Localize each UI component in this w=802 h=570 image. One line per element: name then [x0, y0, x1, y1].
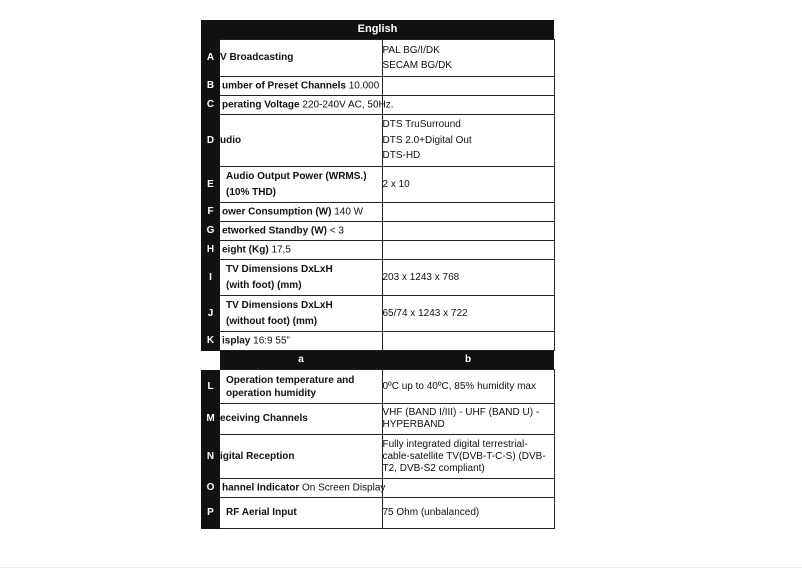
- row-value: [382, 222, 554, 241]
- row-letter: K: [201, 332, 220, 351]
- row-letter: E: [201, 167, 220, 203]
- table-row: [201, 296, 554, 332]
- row-label: V Broadcasting: [220, 40, 382, 77]
- row-label: umber of Preset Channels 10.000: [220, 77, 382, 96]
- row-letter: L: [201, 370, 220, 404]
- row-label: eceiving Channels: [220, 404, 382, 435]
- row-letter: A: [201, 40, 220, 77]
- table-row: [201, 40, 554, 77]
- row-letter: H: [201, 241, 220, 260]
- row-letter: P: [201, 498, 220, 529]
- spec-table: [201, 20, 555, 529]
- row-letter: G: [201, 222, 220, 241]
- row-value: [382, 241, 554, 260]
- sub-header: [201, 351, 554, 370]
- row-letter: B: [201, 77, 220, 96]
- row-letter: O: [201, 479, 220, 498]
- row-label: RF Aerial Input: [220, 498, 382, 529]
- table-row: [201, 498, 554, 529]
- row-value: [382, 332, 554, 351]
- row-letter: N: [201, 435, 220, 479]
- row-letter: I: [201, 260, 220, 296]
- row-label: Audio Output Power (WRMS.) (10% THD): [220, 167, 382, 203]
- row-label: hannel Indicator On Screen Display: [220, 479, 382, 498]
- row-value: 65/74 x 1243 x 722: [382, 296, 554, 332]
- row-value: [382, 203, 554, 222]
- row-letter: J: [201, 296, 220, 332]
- table-row: [201, 370, 554, 404]
- row-value: [382, 96, 554, 115]
- row-letter: C: [201, 96, 220, 115]
- row-label: TV Dimensions DxLxH (without foot) (mm): [220, 296, 382, 332]
- row-value: [382, 77, 554, 96]
- sub-header-blank: [201, 351, 220, 370]
- table-row: [201, 241, 554, 260]
- row-value: PAL BG/I/DK SECAM BG/DK: [382, 40, 554, 77]
- row-label: isplay 16:9 55”: [220, 332, 382, 351]
- table-row: [201, 167, 554, 203]
- row-value: [382, 479, 554, 498]
- row-value: VHF (BAND I/III) - UHF (BAND U) - HYPERBAND: [382, 404, 554, 435]
- table-row: [201, 404, 554, 435]
- row-value: 0ºC up to 40ºC, 85% humidity max: [382, 370, 554, 404]
- table-row: [201, 435, 554, 479]
- sub-header-col-a: a: [220, 351, 382, 370]
- table-row: [201, 222, 554, 241]
- row-label: ower Consumption (W) 140 W: [220, 203, 382, 222]
- row-letter: D: [201, 115, 220, 167]
- row-value: 203 x 1243 x 768: [382, 260, 554, 296]
- row-label: igital Reception: [220, 435, 382, 479]
- row-value: Fully integrated digital terrestrial-cable-satellite TV(DVB-T-C-S) (DVB-T2, DVB-S2 compliant): [382, 435, 554, 479]
- row-label: perating Voltage 220-240V AC, 50Hz.: [220, 96, 382, 115]
- table-row: [201, 260, 554, 296]
- row-label: etworked Standby (W) < 3: [220, 222, 382, 241]
- row-label: eight (Kg) 17,5: [220, 241, 382, 260]
- table-row: [201, 203, 554, 222]
- table-header: [201, 20, 554, 40]
- row-letter: M: [201, 404, 220, 435]
- table-row: [201, 332, 554, 351]
- row-value: 2 x 10: [382, 167, 554, 203]
- row-label: udio: [220, 115, 382, 167]
- sub-header-col-b: b: [382, 351, 554, 370]
- row-value: 75 Ohm (unbalanced): [382, 498, 554, 529]
- row-value: DTS TruSurround DTS 2.0+Digital Out DTS-HD: [382, 115, 554, 167]
- row-label: TV Dimensions DxLxH (with foot) (mm): [220, 260, 382, 296]
- table-title: English: [201, 20, 554, 40]
- row-letter: F: [201, 203, 220, 222]
- table-row: [201, 77, 554, 96]
- table-row: [201, 96, 554, 115]
- table-row: [201, 115, 554, 167]
- table-row: [201, 479, 554, 498]
- row-label: Operation temperature and operation humidity: [220, 370, 382, 404]
- page-bottom-divider: [0, 567, 802, 568]
